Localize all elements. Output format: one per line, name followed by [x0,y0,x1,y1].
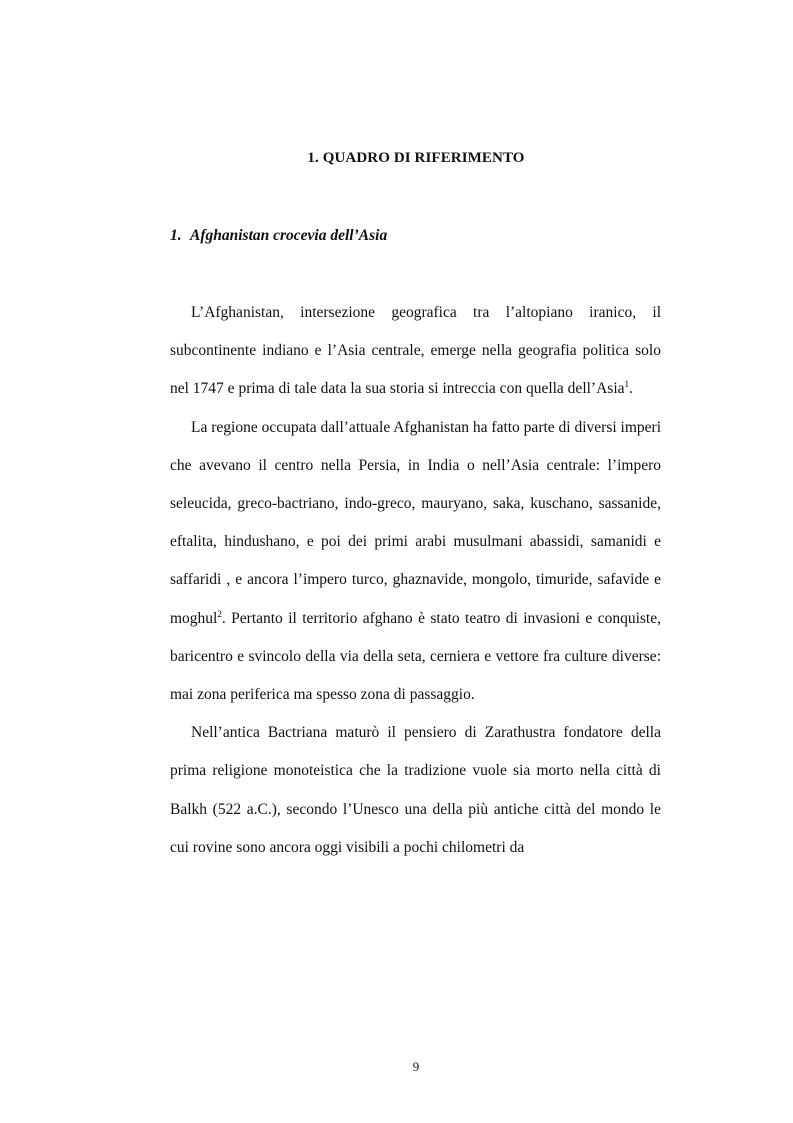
paragraph-3-text: Nell’antica Bactriana maturò il pensiero di Zarathustra fondatore della prima religione monoteistica che la tradizione vuole sia morto nella città di Balkh (522 a.C.), secondo l’Unesco una della più antiche città del mondo le cui rovine sono ancora oggi visibili a pochi chilometri da [170,724,661,856]
paragraph-1 [170,294,661,409]
page-number: 9 [412,1059,420,1074]
section-title: Afghanistan crocevia dell’Asia [190,227,388,244]
section-number: 1. [170,227,182,244]
paragraph-2 [170,409,661,715]
paragraph-3 [170,714,661,867]
footnote-ref-2[interactable]: 2 [217,608,222,619]
paragraph-1-text: L’Afghanistan, intersezione geografica tra l’altopiano iranico, il subcontinente indiano e l’Asia centrale, emerge nella geografia politica solo nel 1747 e prima di tale data la sua storia si intreccia con quella dell’Asia [170,304,661,398]
chapter-title: 1. QUADRO DI RIFERIMENTO [307,150,525,166]
body-text [170,294,661,867]
paragraph-2-text-b: . Pertanto il territorio afghano è stato teatro di invasioni e conquiste, baricentro e svincolo della via della seta, cerniera e vettore fra culture diverse: mai zona periferica ma spesso zona di passaggio. [170,609,661,704]
paragraph-2-text-a: La regione occupata dall’attuale Afghanistan ha fatto parte di diversi imperi che avevano il centro nella Persia, in India o nell’Asia centrale: l’impero seleucida, greco-bactriano, indo-greco, mauryano, saka, kuschano, sassanide, eftalita, hindushano, e poi dei primi arabi musulmani abassidi, samanidi e saffaridi , e ancora l’impero turco, ghaznavide, mongolo, timuride, safavide e moghul [170,418,661,627]
footnote-ref-1[interactable]: 1 [624,379,630,390]
paragraph-1-end: . [629,380,633,398]
section-heading [170,227,387,245]
